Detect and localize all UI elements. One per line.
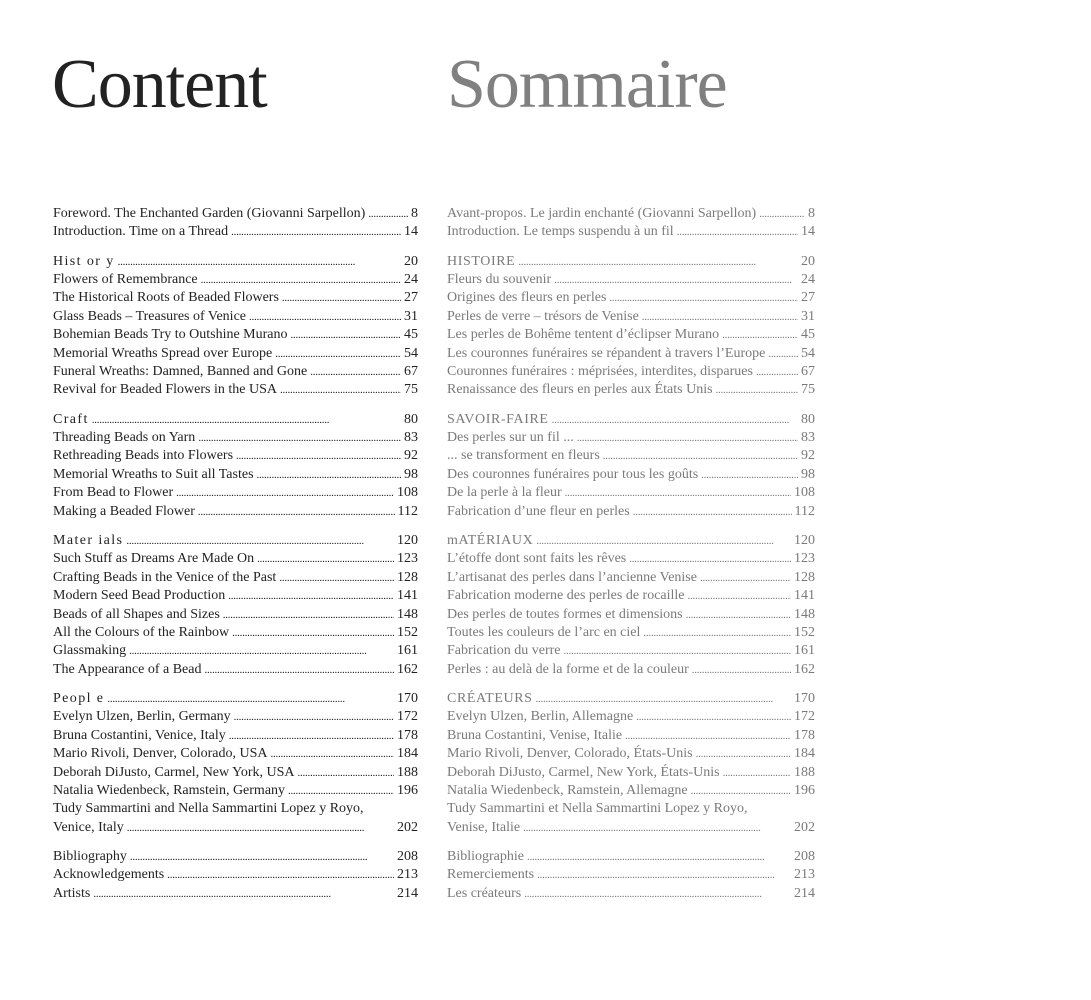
dot-leader xyxy=(518,253,798,271)
toc-entry[interactable] xyxy=(53,848,418,866)
toc-entry-page: 112 xyxy=(397,503,418,519)
toc-entry-title: Acknowledgements xyxy=(53,867,165,883)
toc-entry-page: 45 xyxy=(801,327,815,343)
toc-entry[interactable] xyxy=(447,223,815,241)
dot-leader xyxy=(280,381,401,399)
dot-leader xyxy=(223,606,394,624)
toc-entry-title: Remerciements xyxy=(447,867,535,883)
toc-entry-title: Glassmaking xyxy=(53,643,127,659)
toc-entry-title: Deborah DiJusto, Carmel, New York, USA xyxy=(53,764,295,780)
dot-leader xyxy=(536,532,791,550)
toc-entry[interactable] xyxy=(53,363,418,381)
toc-entry[interactable] xyxy=(53,708,418,726)
dot-leader xyxy=(129,642,394,660)
dot-leader xyxy=(636,708,791,726)
toc-section-heading[interactable] xyxy=(53,690,418,708)
toc-entry-page: 75 xyxy=(801,382,815,398)
toc-entry-title: Fleurs du souvenir xyxy=(447,272,552,288)
dot-leader xyxy=(524,885,791,903)
dot-leader xyxy=(198,429,401,447)
toc-entry[interactable] xyxy=(53,271,418,289)
toc-entry[interactable] xyxy=(447,764,815,782)
dot-leader xyxy=(310,363,401,381)
toc-entry-title: Foreword. The Enchanted Garden (Giovanni Sarpellon) xyxy=(53,206,366,221)
toc-entry-page: 172 xyxy=(794,709,815,725)
dot-leader xyxy=(609,289,798,307)
toc-entry[interactable] xyxy=(53,569,418,587)
toc-entry-page: 214 xyxy=(794,885,815,901)
toc-section-heading[interactable] xyxy=(447,690,815,708)
dot-leader xyxy=(282,289,401,307)
dot-leader xyxy=(756,363,798,381)
toc-entry[interactable] xyxy=(53,642,418,660)
toc-entry-page: 98 xyxy=(404,466,418,482)
toc-entry-title: Avant-propos. Le jardin enchanté (Giovanni Sarpellon) xyxy=(447,206,757,221)
toc-entry-page: 31 xyxy=(801,308,815,324)
toc-group-back xyxy=(53,848,418,903)
toc-entry[interactable] xyxy=(447,624,815,642)
dot-leader xyxy=(130,848,394,866)
toc-entry[interactable] xyxy=(447,727,815,745)
toc-entry-title: Mario Rivoli, Denver, Colorado, USA xyxy=(53,746,268,762)
toc-entry-title: Memorial Wreaths to Suit all Tastes xyxy=(53,466,254,482)
toc-section-heading[interactable] xyxy=(447,532,815,550)
toc-section-heading[interactable] xyxy=(447,411,815,429)
dot-leader xyxy=(629,550,791,568)
toc-entry-page: 141 xyxy=(397,588,418,604)
toc-entry-page: 80 xyxy=(404,411,418,427)
toc-entry-title: Mater ials xyxy=(53,532,124,548)
toc-entry[interactable] xyxy=(53,606,418,624)
toc-entry-page: 120 xyxy=(397,532,418,548)
toc-entry-title: Fabrication moderne des perles de rocaille xyxy=(447,588,685,604)
toc-entry-page: 54 xyxy=(801,345,815,361)
toc-entry-page: 112 xyxy=(794,503,815,519)
dot-leader xyxy=(229,727,394,745)
toc-entry[interactable] xyxy=(53,466,418,484)
dot-leader xyxy=(701,466,798,484)
toc-entry[interactable] xyxy=(53,223,418,241)
toc-entry-title: De la perle à la fleur xyxy=(447,485,562,501)
toc-entry-title: Natalia Wiedenbeck, Ramstein, Germany xyxy=(53,782,286,798)
dot-leader xyxy=(234,708,394,726)
toc-entry-title: mATÉRIAUX xyxy=(447,532,534,548)
toc-entry-page: 120 xyxy=(794,532,815,548)
toc-entry[interactable] xyxy=(447,503,815,521)
toc-entry-title: Des perles de toutes formes et dimensions xyxy=(447,606,683,622)
toc-entry[interactable] xyxy=(53,345,418,363)
toc-group-materials xyxy=(53,532,418,679)
toc-entry-page: 214 xyxy=(397,885,418,901)
toc-entry-title: Bohemian Beads Try to Outshine Murano xyxy=(53,327,288,343)
toc-entry-title: Threading Beads on Yarn xyxy=(53,430,196,446)
toc-entry-title: Perles de verre – trésors de Venise xyxy=(447,308,639,324)
toc-entry-page: 24 xyxy=(801,272,815,288)
toc-entry[interactable] xyxy=(53,764,418,782)
toc-entry[interactable] xyxy=(53,381,418,399)
toc-entry[interactable] xyxy=(447,466,815,484)
dot-leader xyxy=(643,624,791,642)
toc-entry-page: 170 xyxy=(794,690,815,706)
toc-entry-page: 123 xyxy=(397,551,418,567)
toc-entry[interactable] xyxy=(53,885,418,903)
dot-leader xyxy=(723,764,791,782)
toc-entry-title: Fabrication du verre xyxy=(447,643,561,659)
toc-entry-title: Couronnes funéraires : méprisées, interdites, disparues xyxy=(447,364,753,380)
toc-entry-page: 24 xyxy=(404,272,418,288)
dot-leader xyxy=(722,326,798,344)
toc-entry-page: 188 xyxy=(397,764,418,780)
toc-entry-page: 202 xyxy=(794,819,815,835)
dot-leader xyxy=(201,271,401,289)
toc-entry-title: Crafting Beads in the Venice of the Past xyxy=(53,569,277,585)
toc-entry-title: Craft xyxy=(53,411,89,427)
toc-entry[interactable] xyxy=(447,363,815,381)
toc-entry[interactable] xyxy=(53,727,418,745)
dot-leader xyxy=(536,690,791,708)
toc-entry[interactable] xyxy=(53,429,418,447)
toc-entry-page: 184 xyxy=(794,746,815,762)
toc-entry-title: Glass Beads – Treasures of Venice xyxy=(53,308,246,324)
toc-entry[interactable] xyxy=(53,205,418,223)
toc-entry-title: L’artisanat des perles dans l’ancienne Venise xyxy=(447,569,697,585)
dot-leader xyxy=(677,223,798,241)
toc-entry[interactable] xyxy=(53,484,418,502)
dot-leader xyxy=(527,848,791,866)
dot-leader xyxy=(642,308,798,326)
dot-leader xyxy=(126,532,394,550)
toc-entry[interactable] xyxy=(447,587,815,605)
toc-entry-title: HISTOIRE xyxy=(447,253,516,269)
toc-entry-page: 14 xyxy=(404,224,418,240)
toc-entry-page: 178 xyxy=(397,727,418,743)
dot-leader xyxy=(688,587,791,605)
toc-entry[interactable] xyxy=(447,345,815,363)
toc-entry-page: 148 xyxy=(794,606,815,622)
toc-entry-title: CRÉATEURS xyxy=(447,690,533,706)
toc-entry-title: Beads of all Shapes and Sizes xyxy=(53,606,220,622)
toc-entry-page: 170 xyxy=(397,690,418,706)
toc-entry[interactable] xyxy=(447,308,815,326)
toc-entry-title: Such Stuff as Dreams Are Made On xyxy=(53,551,255,567)
dot-leader xyxy=(127,819,394,837)
toc-entry[interactable] xyxy=(447,326,815,344)
toc-entry-multiline[interactable] xyxy=(53,800,418,837)
dot-leader xyxy=(537,866,791,884)
toc-entry-title: Natalia Wiedenbeck, Ramstein, Allemagne xyxy=(447,782,688,798)
toc-entry-page: 75 xyxy=(404,382,418,398)
toc-entry-page: 98 xyxy=(801,466,815,482)
dot-leader xyxy=(107,690,394,708)
toc-entry-page: 162 xyxy=(794,661,815,677)
toc-entry[interactable] xyxy=(447,550,815,568)
toc-entry-page: 213 xyxy=(794,867,815,883)
toc-entry[interactable] xyxy=(447,661,815,679)
toc-people-list xyxy=(53,690,418,800)
toc-entry-title: Les perles de Bohême tentent d’éclipser Murano xyxy=(447,327,720,343)
toc-entry-page: 188 xyxy=(794,764,815,780)
dot-leader xyxy=(228,587,394,605)
toc-entry-page: 31 xyxy=(404,308,418,324)
toc-entry-page: 92 xyxy=(801,448,815,464)
toc-entry-title: Rethreading Beads into Flowers xyxy=(53,448,234,464)
dot-leader xyxy=(257,466,401,484)
toc-entry-page: 172 xyxy=(397,709,418,725)
dot-leader xyxy=(603,447,798,465)
dot-leader xyxy=(118,253,401,271)
toc-entry[interactable] xyxy=(447,447,815,465)
toc-entry-title: Memorial Wreaths Spread over Europe xyxy=(53,345,273,361)
toc-entry-page: 123 xyxy=(794,551,815,567)
dot-leader xyxy=(198,503,395,521)
toc-entry[interactable] xyxy=(447,484,815,502)
dot-leader xyxy=(696,745,791,763)
toc-entry-title: SAVOIR-FAIRE xyxy=(447,411,549,427)
toc-entry[interactable] xyxy=(447,271,815,289)
dot-leader xyxy=(716,381,798,399)
dot-leader xyxy=(768,345,798,363)
toc-entry[interactable] xyxy=(447,642,815,660)
dot-leader xyxy=(686,606,791,624)
dot-leader xyxy=(279,569,394,587)
toc-group-history xyxy=(447,253,815,400)
toc-group-history xyxy=(53,253,418,400)
toc-column-french xyxy=(447,205,815,914)
toc-entry-page: 202 xyxy=(397,819,418,835)
toc-entry-page: 20 xyxy=(801,253,815,269)
toc-entry-page: 83 xyxy=(404,430,418,446)
toc-entry-multiline[interactable] xyxy=(447,800,815,837)
toc-section-heading[interactable] xyxy=(53,253,418,271)
toc-entry[interactable] xyxy=(53,587,418,605)
dot-leader xyxy=(625,727,791,745)
toc-entry-title-line2: Venise, Italie xyxy=(447,819,521,835)
toc-entry-title: All the Colours of the Rainbow xyxy=(53,624,230,640)
toc-entry[interactable] xyxy=(53,550,418,568)
toc-group-craft xyxy=(447,411,815,521)
toc-entry-title: Bruna Costantini, Venice, Italy xyxy=(53,727,226,743)
toc-entry-page: 161 xyxy=(794,643,815,659)
dot-leader xyxy=(291,326,402,344)
toc-entry-title-line1: Tudy Sammartini et Nella Sammartini Lopez y Royo, xyxy=(447,801,748,817)
dot-leader xyxy=(759,205,805,223)
toc-entry-page: 108 xyxy=(397,485,418,501)
toc-entry-page: 14 xyxy=(801,224,815,240)
toc-entry[interactable] xyxy=(53,447,418,465)
toc-entry[interactable] xyxy=(447,745,815,763)
toc-entry-page: 27 xyxy=(404,290,418,306)
toc-entry-title: Bruna Costantini, Venise, Italie xyxy=(447,727,623,743)
toc-entry[interactable] xyxy=(53,326,418,344)
dot-leader xyxy=(565,484,791,502)
toc-entry-page: 128 xyxy=(794,569,815,585)
dot-leader xyxy=(257,550,394,568)
toc-entry[interactable] xyxy=(447,381,815,399)
toc-entry-page: 196 xyxy=(397,782,418,798)
dot-leader xyxy=(204,661,394,679)
toc-entry[interactable] xyxy=(53,289,418,307)
toc-entry-title: Evelyn Ulzen, Berlin, Germany xyxy=(53,709,231,725)
toc-entry-title: Artists xyxy=(53,885,91,901)
toc-column-english xyxy=(53,205,418,914)
toc-entry-title: Making a Beaded Flower xyxy=(53,503,195,519)
toc-entry-page: 141 xyxy=(794,588,815,604)
toc-group-materials xyxy=(447,532,815,679)
toc-entry[interactable] xyxy=(447,429,815,447)
toc-people-list xyxy=(447,690,815,800)
dot-leader xyxy=(231,223,401,241)
toc-entry-page: 27 xyxy=(801,290,815,306)
toc-entry[interactable] xyxy=(447,866,815,884)
toc-entry-page: 208 xyxy=(794,848,815,864)
toc-entry[interactable] xyxy=(53,503,418,521)
toc-entry[interactable] xyxy=(447,708,815,726)
toc-entry-title-line2: Venice, Italy xyxy=(53,819,124,835)
toc-entry[interactable] xyxy=(53,308,418,326)
toc-entry[interactable] xyxy=(53,661,418,679)
toc-entry[interactable] xyxy=(53,782,418,800)
toc-entry-page: 178 xyxy=(794,727,815,743)
dot-leader xyxy=(275,345,401,363)
dot-leader xyxy=(92,411,401,429)
toc-entry-title: Des couronnes funéraires pour tous les goûts xyxy=(447,466,699,482)
toc-group-people xyxy=(447,690,815,837)
toc-section-heading[interactable] xyxy=(53,532,418,550)
toc-entry-page: 54 xyxy=(404,345,418,361)
toc-entry-page: 92 xyxy=(404,448,418,464)
toc-section-heading[interactable] xyxy=(447,253,815,271)
dot-leader xyxy=(270,745,394,763)
toc-entry-title: Deborah DiJusto, Carmel, New York, États-Unis xyxy=(447,764,720,780)
toc-entry[interactable] xyxy=(447,848,815,866)
toc-entry-title-line1: Tudy Sammartini and Nella Sammartini Lopez y Royo, xyxy=(53,801,364,817)
toc-group-front xyxy=(447,205,815,242)
toc-entry-page: 108 xyxy=(794,485,815,501)
toc-entry-title: Des perles sur un fil ... xyxy=(447,430,574,446)
toc-entry[interactable] xyxy=(447,885,815,903)
dot-leader xyxy=(691,782,791,800)
toc-entry-page: 8 xyxy=(808,206,815,221)
toc-entry-page: 208 xyxy=(397,848,418,864)
dot-leader xyxy=(236,447,401,465)
toc-entry-page: 67 xyxy=(801,364,815,380)
toc-entry-title: Introduction. Time on a Thread xyxy=(53,224,229,240)
toc-entry-title: Revival for Beaded Flowers in the USA xyxy=(53,382,277,398)
toc-entry-page: 83 xyxy=(801,430,815,446)
dot-leader xyxy=(368,205,408,223)
toc-entry-page: 152 xyxy=(397,624,418,640)
toc-entry-title: L’étoffe dont sont faits les rêves xyxy=(447,551,627,567)
toc-group-back xyxy=(447,848,815,903)
dot-leader xyxy=(633,503,792,521)
toc-entry-title: Evelyn Ulzen, Berlin, Allemagne xyxy=(447,709,634,725)
toc-entry-title: Bibliography xyxy=(53,848,127,864)
dot-leader xyxy=(552,411,798,429)
toc-entry[interactable] xyxy=(447,782,815,800)
toc-entry-title: Bibliographie xyxy=(447,848,524,864)
toc-entry-page: 152 xyxy=(794,624,815,640)
dot-leader xyxy=(232,624,394,642)
dot-leader xyxy=(564,642,791,660)
toc-section-heading[interactable] xyxy=(53,411,418,429)
dot-leader xyxy=(700,569,791,587)
dot-leader xyxy=(523,819,791,837)
dot-leader xyxy=(692,661,791,679)
dot-leader xyxy=(93,885,394,903)
toc-entry[interactable] xyxy=(447,606,815,624)
toc-entry-title: From Bead to Flower xyxy=(53,485,174,501)
toc-entry-page: 8 xyxy=(411,206,418,221)
toc-group-craft xyxy=(53,411,418,521)
toc-group-front xyxy=(53,205,418,242)
toc-entry-page: 80 xyxy=(801,411,815,427)
toc-entry-page: 196 xyxy=(794,782,815,798)
toc-entry-title: Hist or y xyxy=(53,253,115,269)
toc-entry-title: The Historical Roots of Beaded Flowers xyxy=(53,290,279,306)
toc-entry-page: 20 xyxy=(404,253,418,269)
toc-entry[interactable] xyxy=(53,866,418,884)
dot-leader xyxy=(298,764,395,782)
dot-leader xyxy=(167,866,394,884)
toc-entry[interactable] xyxy=(447,569,815,587)
dot-leader xyxy=(554,271,798,289)
dot-leader xyxy=(577,429,798,447)
toc-entry-page: 45 xyxy=(404,327,418,343)
toc-group-people xyxy=(53,690,418,837)
toc-entry-page: 184 xyxy=(397,746,418,762)
page-title-french: Sommaire xyxy=(447,46,727,123)
toc-entry-title: Funeral Wreaths: Damned, Banned and Gone xyxy=(53,364,308,380)
toc-entry-title: Flowers of Remembrance xyxy=(53,272,198,288)
toc-entry-title: Peopl e xyxy=(53,690,105,706)
toc-entry-title: Origines des fleurs en perles xyxy=(447,290,607,306)
toc-entry-title: Introduction. Le temps suspendu à un fil xyxy=(447,224,674,240)
toc-entry-title: Mario Rivoli, Denver, Colorado, États-Unis xyxy=(447,746,693,762)
toc-entry-page: 67 xyxy=(404,364,418,380)
toc-entry[interactable] xyxy=(447,289,815,307)
toc-entry-page: 128 xyxy=(397,569,418,585)
toc-entry-page: 162 xyxy=(397,661,418,677)
toc-entry-title: Modern Seed Bead Production xyxy=(53,588,226,604)
toc-entry[interactable] xyxy=(53,745,418,763)
toc-entry[interactable] xyxy=(447,205,815,223)
page-title-english: Content xyxy=(52,46,267,123)
toc-entry-title: Toutes les couleurs de l’arc en ciel xyxy=(447,624,641,640)
toc-entry-title: Les couronnes funéraires se répandent à travers l’Europe xyxy=(447,345,766,361)
toc-entry-title: ... se transforment en fleurs xyxy=(447,448,600,464)
toc-entry-title: The Appearance of a Bead xyxy=(53,661,202,677)
toc-entry-title: Les créateurs xyxy=(447,885,522,901)
toc-entry-page: 213 xyxy=(397,867,418,883)
dot-leader xyxy=(249,308,401,326)
toc-entry-page: 148 xyxy=(397,606,418,622)
dot-leader xyxy=(176,484,394,502)
toc-entry-title: Fabrication d’une fleur en perles xyxy=(447,503,630,519)
toc-entry[interactable] xyxy=(53,624,418,642)
toc-entry-title: Renaissance des fleurs en perles aux États Unis xyxy=(447,382,713,398)
toc-entry-title: Perles : au delà de la forme et de la couleur xyxy=(447,661,689,677)
toc-entry-page: 161 xyxy=(397,643,418,659)
dot-leader xyxy=(288,782,394,800)
